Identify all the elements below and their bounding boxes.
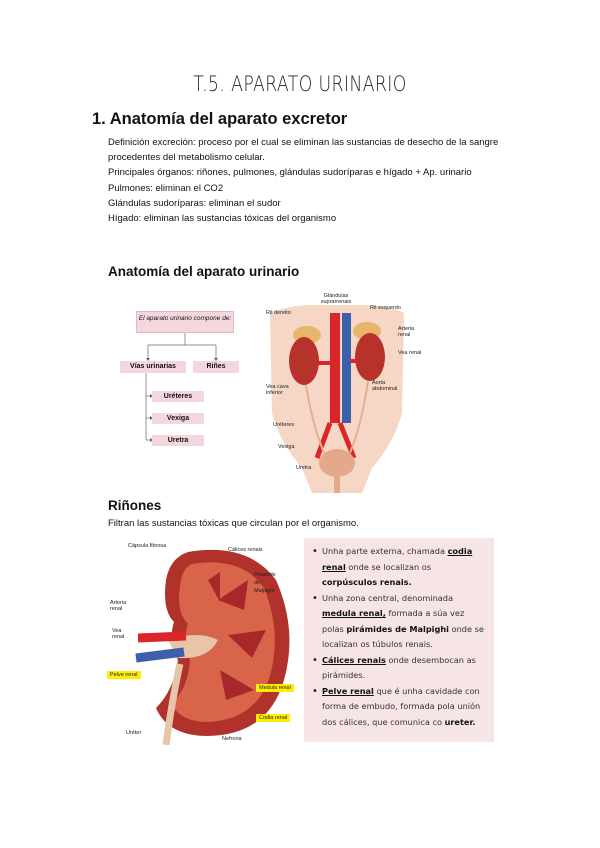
definition-line: Definición excreción: proceso por el cual se eliminan las sustancias de desecho de la sangre procedentes del metabolismo celular. [108, 137, 499, 164]
list-item: • Unha parte externa, chamada codia renal onde se localizan os corpúsculos renais. [322, 544, 488, 591]
label-ureteres: Uréteres [273, 422, 295, 428]
diagram-main-box: El aparato urinario compone de: [136, 311, 234, 333]
diagram-uretra-box: Uretra [152, 435, 204, 446]
label-codia: Codia renal [256, 714, 290, 722]
diagram-vias-box: Vías urinarias [120, 361, 186, 373]
label-vea-renal: Vea renal [398, 350, 422, 356]
label-medula: Medula renal [256, 684, 294, 692]
label-pelve: Pelve renal [107, 671, 141, 679]
kidney-parts-list [304, 538, 494, 730]
label-glandulas: Glándulas suprarrenais [320, 293, 352, 305]
section-heading-rinones: Riñones [108, 498, 162, 513]
diagram-ureteres-box: Uréteres [152, 391, 204, 402]
label-capsula: Cápsula fibrosa [128, 543, 167, 549]
label-vea-cava: Vea cava inferior [266, 384, 289, 396]
label-arteria: Arteria renal [110, 600, 127, 612]
page-title: T.5. APARATO URINARIO [193, 72, 407, 96]
label-ureter: Uréter [126, 730, 142, 736]
rinones-description: Filtran las sustancias tóxicas que circulan por el organismo. [108, 518, 359, 529]
list-item: • Cálices renais onde desembocan as pirámides. [322, 653, 488, 684]
liver-line: Hígado: eliminan las sustancias tóxicas del organismo [108, 213, 337, 225]
kidney-parts-box [304, 538, 494, 742]
label-piramide-1: Pirámide [254, 572, 276, 578]
label-calices: Cálices renais [228, 547, 263, 553]
label-nefrona: Nefrona [222, 736, 242, 742]
label-vexiga: Vexiga [278, 444, 295, 450]
organs-line: Principales órganos: riñones, pulmones, glándulas sudoríparas e hígado + Ap. urinario [108, 167, 472, 179]
sweat-glands-line: Glándulas sudoríparas: eliminan el sudor [108, 197, 281, 209]
label-arteria-renal: Arteria renal [398, 326, 415, 338]
label-aorta: Aorta abdominal [372, 380, 398, 392]
section-heading-anatomia-excretor: 1. Anatomía del aparato excretor [92, 110, 348, 128]
list-item: • Pelve renal que é unha cavidade con forma de embudo, formada pola unión dos cálices, que comunica co ureter. [322, 684, 488, 731]
section-heading-urinario: Anatomía del aparato urinario [108, 264, 300, 279]
list-item: • Unha zona central, denominada medula renal, formada a súa vez polas pirámides de Malpighi onde se localizan os túbulos renais. [322, 591, 488, 653]
label-ril-esquerdo: Ril esquerdo [370, 305, 401, 311]
label-piramide-2: de [254, 580, 261, 586]
label-ril-dereito: Ril dereito [266, 310, 291, 316]
diagram-vejiga-box: Vexiga [152, 413, 204, 424]
label-vea: Vea renal [112, 628, 125, 640]
label-piramide-3: Malpighi [254, 588, 275, 594]
diagram-rinones-box: Riñes [193, 361, 239, 373]
lungs-line: Pulmones: eliminan el CO2 [108, 182, 224, 194]
label-uretra: Uretra [296, 465, 312, 471]
